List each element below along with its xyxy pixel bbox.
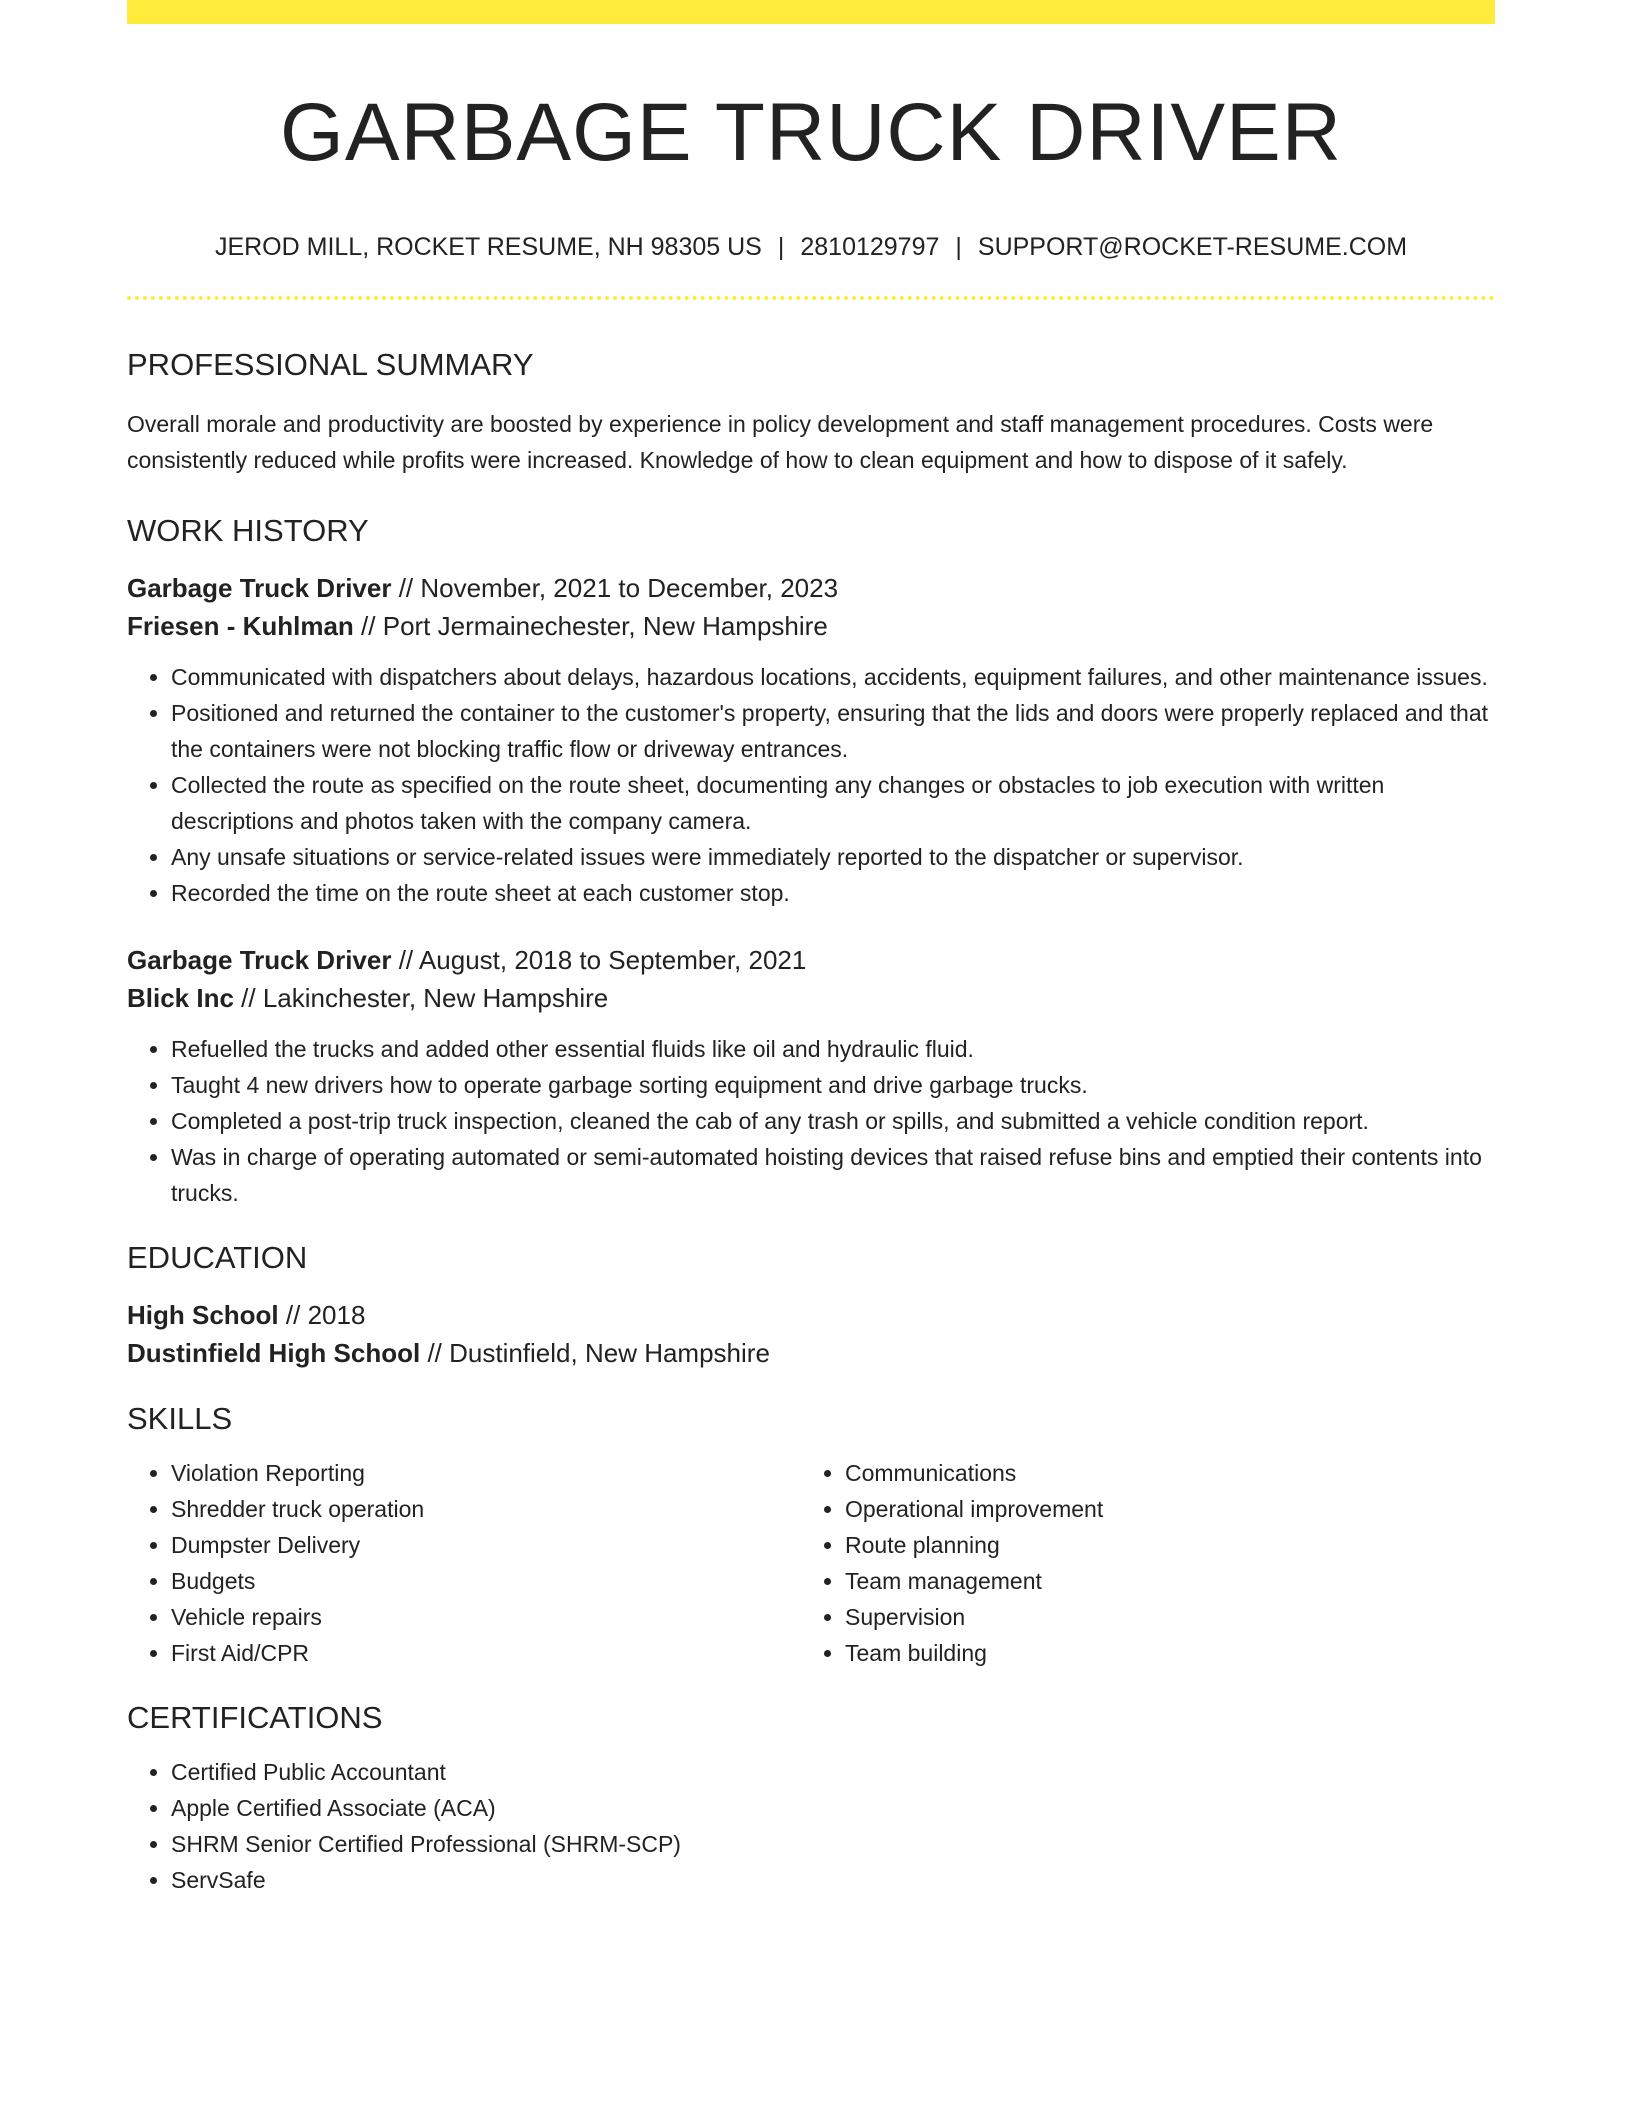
certifications-heading: CERTIFICATIONS — [127, 1700, 383, 1736]
skills-heading: SKILLS — [127, 1400, 233, 1436]
resume-page — [127, 0, 1495, 1898]
contact-address: JEROD MILL, ROCKET RESUME, NH 98305 US — [214, 233, 762, 262]
skill-item: • Shredder truck operation — [171, 1491, 801, 1527]
job-company-line — [127, 979, 1495, 1017]
certification-item: • SHRM Senior Certified Professional (SHRM-SCP) — [171, 1826, 1495, 1862]
skill-item: • First Aid/CPR — [171, 1635, 801, 1671]
job-title-line — [127, 569, 1495, 607]
skill-item: • Vehicle repairs — [171, 1599, 801, 1635]
skill-item: • Team building — [845, 1635, 1475, 1671]
dotted-divider — [127, 296, 1495, 300]
skills-list — [127, 1455, 801, 1671]
work-history-heading: WORK HISTORY — [127, 512, 369, 548]
contact-separator: | — [777, 233, 785, 262]
skills-section — [127, 1400, 1495, 1671]
skills-list — [801, 1455, 1475, 1671]
education-heading: EDUCATION — [127, 1239, 308, 1275]
contact-separator: | — [955, 233, 962, 262]
summary-heading: PROFESSIONAL SUMMARY — [127, 347, 534, 383]
job-duties-list — [127, 659, 1495, 911]
resume-title: GARBAGE TRUCK DRIVER — [280, 87, 1342, 178]
skills-column-right — [801, 1455, 1475, 1671]
certifications-list — [127, 1754, 1495, 1898]
summary-text: Overall morale and productivity are boosted by experience in policy development and staff management procedures. Costs were consistently reduced while profits were increased. Knowledge of how to clean equipment and how to dispose of it safely. — [127, 410, 1434, 473]
list-item: • Refuelled the trucks and added other essential fluids like oil and hydraulic fluid. — [171, 1031, 1495, 1067]
skill-item: • Route planning — [845, 1527, 1475, 1563]
list-item: • Collected the route as specified on the route sheet, documenting any changes or obstacles to job execution with written descriptions and photos taken with the company camera. — [171, 767, 1495, 839]
education-degree-line — [127, 1296, 1495, 1334]
list-item: • Recorded the time on the route sheet at each customer stop. — [171, 875, 1495, 911]
job-entry — [127, 941, 1495, 1211]
top-accent-bar — [127, 0, 1495, 24]
skill-item: • Supervision — [845, 1599, 1475, 1635]
list-item: • Communicated with dispatchers about delays, hazardous locations, accidents, equipment failures, and other maintenance issues. — [171, 659, 1495, 695]
certifications-section — [127, 1699, 1495, 1898]
education-year: // 2018 — [278, 1299, 366, 1330]
education-school: Dustinfield High School — [127, 1337, 421, 1368]
summary-section — [127, 346, 1495, 477]
education-location: // Dustinfield, New Hampshire — [420, 1337, 770, 1368]
job-entry — [127, 569, 1495, 911]
contact-email: SUPPORT@ROCKET-RESUME.COM — [977, 233, 1408, 262]
skill-item: • Team management — [845, 1563, 1475, 1599]
job-title: Garbage Truck Driver — [127, 572, 392, 603]
skill-item: • Operational improvement — [845, 1491, 1475, 1527]
job-title-line — [127, 941, 1495, 979]
list-item: • Any unsafe situations or service-related issues were immediately reported to the dispatcher or supervisor. — [171, 839, 1495, 875]
skill-item: • Communications — [845, 1455, 1475, 1491]
skill-item: • Dumpster Delivery — [171, 1527, 801, 1563]
contact-line — [127, 232, 1495, 262]
skill-item: • Budgets — [171, 1563, 801, 1599]
education-school-line — [127, 1334, 1495, 1372]
job-location: // Lakinchester, New Hampshire — [233, 982, 609, 1013]
list-item: • Positioned and returned the container to the customer's property, ensuring that the lids and doors were properly replaced and that the containers were not blocking traffic flow or driveway entrances. — [171, 695, 1495, 767]
certification-item: • ServSafe — [171, 1862, 1495, 1898]
certification-item: • Certified Public Accountant — [171, 1754, 1495, 1790]
job-company: Blick Inc — [127, 982, 234, 1013]
education-section — [127, 1239, 1495, 1372]
skill-item: • Violation Reporting — [171, 1455, 801, 1491]
job-duties-list — [127, 1031, 1495, 1211]
list-item: • Was in charge of operating automated or semi-automated hoisting devices that raised refuse bins and emptied their contents into trucks. — [171, 1139, 1495, 1211]
list-item: • Taught 4 new drivers how to operate garbage sorting equipment and drive garbage trucks. — [171, 1067, 1495, 1103]
job-dates: // November, 2021 to December, 2023 — [391, 572, 839, 603]
education-degree: High School — [127, 1299, 279, 1330]
job-title: Garbage Truck Driver — [127, 944, 392, 975]
job-company-line — [127, 607, 1495, 645]
skills-column-left — [127, 1455, 801, 1671]
skills-grid — [127, 1455, 1495, 1671]
contact-phone: 2810129797 — [800, 233, 940, 262]
job-location: // Port Jermainechester, New Hampshire — [353, 610, 828, 641]
list-item: • Completed a post-trip truck inspection, cleaned the cab of any trash or spills, and submitted a vehicle condition report. — [171, 1103, 1495, 1139]
job-dates: // August, 2018 to September, 2021 — [391, 944, 807, 975]
certification-item: • Apple Certified Associate (ACA) — [171, 1790, 1495, 1826]
work-history-section — [127, 512, 1495, 1211]
job-company: Friesen - Kuhlman — [127, 610, 354, 641]
